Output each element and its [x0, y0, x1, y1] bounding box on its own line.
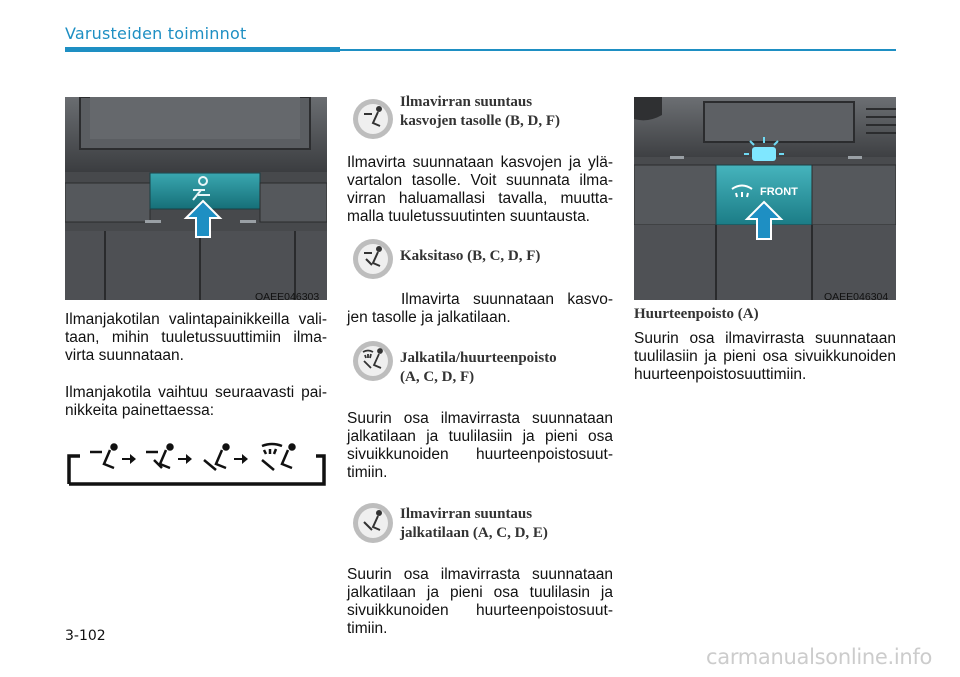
face-mode-icon [90, 445, 117, 469]
text-front-defrost: Suurin osa ilmavirrasta suunnataan tuulilasiin ja pieni osa sivuikkunoiden huurteenpoistosuuttimiin. [634, 330, 896, 383]
bilevel-mode-icon [146, 445, 173, 469]
text-bilevel-mode: Ilmavirta suunnataan kasvo-jen tasolle ja jalkatilaan. [347, 291, 613, 326]
heading-front-defrost: Huurteenpoisto (A) [634, 306, 759, 322]
heading-bilevel-mode: Kaksitaso (B, C, D, F) [400, 248, 541, 264]
climate-panel-illustration [65, 97, 327, 300]
mode-sequence-diagram [66, 438, 328, 486]
front-defrost-illustration [634, 97, 896, 300]
text-face-mode: Ilmavirta suunnataan kasvojen ja ylä-vartalon tasolle. Voit suunnata ilma-virran haluamallasi tavalla, muutta-malla tuuletussuutinten suuntausta. [347, 154, 613, 225]
floor-mode-button-icon [352, 502, 394, 544]
face-mode-button-icon [352, 98, 394, 140]
header-rule-thick [65, 47, 340, 52]
watermark: carmanualsonline.info [706, 645, 933, 669]
arrow-right-icon [178, 454, 192, 464]
left-paragraph-2: Ilmanjakotila vaihtuu seuraavasti pai-nikkeita painettaessa: [65, 384, 327, 419]
floor-mode-icon [204, 445, 229, 471]
floor-defrost-button-icon [352, 340, 394, 382]
heading-floor-defrost-mode: Jalkatila/huurteenpoisto (A, C, D, F) [400, 350, 557, 385]
bilevel-mode-button-icon [352, 238, 394, 280]
image-code-left: OAEE046303 [255, 291, 320, 303]
front-button-label: FRONT [760, 186, 798, 198]
floor-defrost-mode-icon [262, 444, 295, 470]
header-rule-thin [340, 49, 896, 51]
heading-floor-mode: Ilmavirran suuntaus jalkatilaan (A, C, D, E) [400, 506, 548, 541]
heading-face-mode: Ilmavirran suuntaus kasvojen tasolle (B, D, F) [400, 94, 560, 129]
section-title: Varusteiden toiminnot [65, 24, 247, 43]
left-paragraph-1: Ilmanjakotilan valintapainikkeilla vali-taan, mihin tuuletussuuttimiin ilma-virta suunnataan. [65, 311, 327, 364]
text-floor-mode: Suurin osa ilmavirrasta suunnataan jalkatilaan ja pieni osa tuulilasin ja sivuikkunoiden huurteenpoistosuut-timiin. [347, 566, 613, 637]
arrow-right-icon [122, 454, 136, 464]
page-number: 3-102 [65, 628, 106, 644]
image-code-right: OAEE046304 [824, 291, 889, 303]
climate-panel-photo-left [65, 97, 327, 300]
text-floor-defrost-mode: Suurin osa ilmavirrasta suunnataan jalkatilaan ja tuulilasiin ja pieni osa sivuikkunoiden huurteenpoistosuut-timiin. [347, 410, 613, 481]
arrow-right-icon [234, 454, 248, 464]
climate-panel-photo-right [634, 97, 896, 300]
